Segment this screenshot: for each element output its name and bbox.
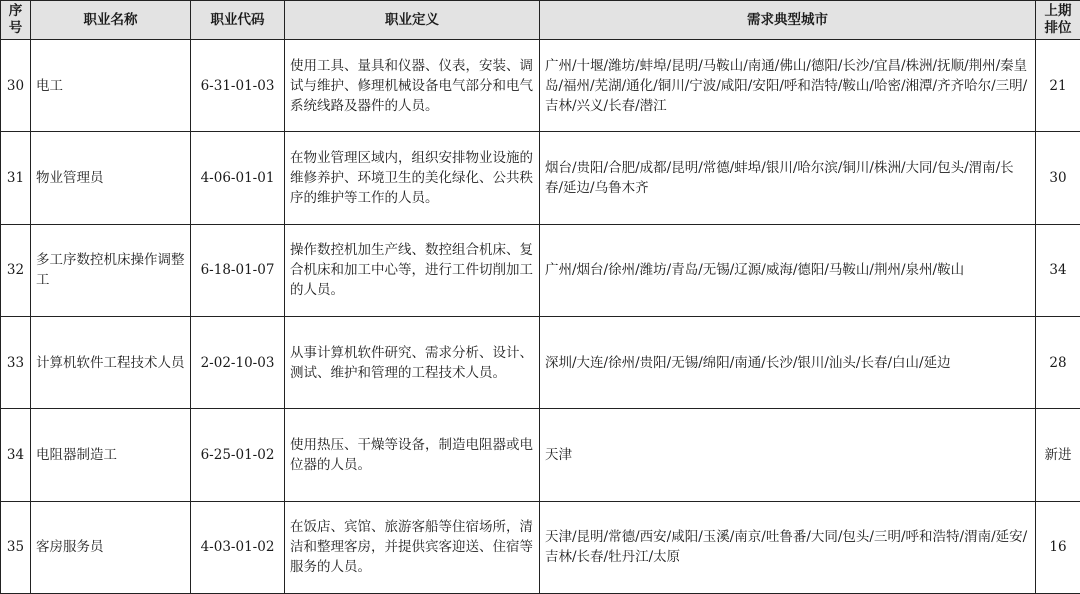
cell-seq: 30	[1, 40, 31, 132]
header-last-rank-text: 上期排位	[1044, 3, 1072, 36]
cell-seq: 32	[1, 224, 31, 316]
cell-definition: 在饭店、宾馆、旅游客船等住宿场所，清洁和整理客房，并提供宾客迎送、住宿等服务的人员。	[285, 501, 540, 593]
cell-occupation-name: 客房服务员	[31, 501, 191, 593]
cell-last-rank: 16	[1036, 501, 1080, 593]
cell-occupation-code: 2-02-10-03	[191, 316, 285, 408]
cell-last-rank: 21	[1036, 40, 1080, 132]
cell-definition: 操作数控机加生产线、数控组合机床、复合机床和加工中心等，进行工件切削加工的人员。	[285, 224, 540, 316]
cell-last-rank: 28	[1036, 316, 1080, 408]
cell-occupation-code: 6-31-01-03	[191, 40, 285, 132]
cell-definition: 在物业管理区域内，组织安排物业设施的维修养护、环境卫生的美化绿化、公共秩序的维护等工作的人员。	[285, 132, 540, 224]
header-definition: 职业定义	[285, 1, 540, 40]
table-row	[1, 501, 1080, 593]
cell-occupation-name: 物业管理员	[31, 132, 191, 224]
cell-occupation-code: 6-25-01-02	[191, 409, 285, 501]
table-row	[1, 224, 1080, 316]
cell-cities: 广州/十堰/潍坊/蚌埠/昆明/马鞍山/南通/佛山/德阳/长沙/宜昌/株洲/抚顺/荆州/秦皇岛/福州/芜湖/通化/铜川/宁波/咸阳/安阳/呼和浩特/鞍山/哈密/湘潭/齐齐哈尔/三明/吉林/兴义/长春/潜江	[540, 40, 1036, 132]
cell-occupation-code: 4-06-01-01	[191, 132, 285, 224]
table-row	[1, 316, 1080, 408]
cell-definition: 从事计算机软件研究、需求分析、设计、测试、维护和管理的工程技术人员。	[285, 316, 540, 408]
header-last-rank	[1036, 1, 1080, 40]
cell-cities: 深圳/大连/徐州/贵阳/无锡/绵阳/南通/长沙/银川/汕头/长春/白山/延边	[540, 316, 1036, 408]
header-row	[1, 1, 1080, 40]
header-seq-text: 序号	[8, 3, 23, 36]
cell-cities: 天津/昆明/常德/西安/咸阳/玉溪/南京/吐鲁番/大同/包头/三明/呼和浩特/渭南/延安/吉林/长春/牡丹江/太原	[540, 501, 1036, 593]
table-row	[1, 132, 1080, 224]
cell-occupation-name: 计算机软件工程技术人员	[31, 316, 191, 408]
cell-seq: 31	[1, 132, 31, 224]
cell-last-rank: 30	[1036, 132, 1080, 224]
table-row	[1, 40, 1080, 132]
cell-occupation-code: 6-18-01-07	[191, 224, 285, 316]
cell-seq: 33	[1, 316, 31, 408]
cell-cities: 广州/烟台/徐州/潍坊/青岛/无锡/辽源/威海/德阳/马鞍山/荆州/泉州/鞍山	[540, 224, 1036, 316]
cell-definition: 使用热压、干燥等设备，制造电阻器或电位器的人员。	[285, 409, 540, 501]
cell-occupation-name: 电工	[31, 40, 191, 132]
cell-occupation-name: 电阻器制造工	[31, 409, 191, 501]
header-code: 职业代码	[191, 1, 285, 40]
cell-definition: 使用工具、量具和仪器、仪表，安装、调试与维护、修理机械设备电气部分和电气系统线路及器件的人员。	[285, 40, 540, 132]
cell-cities: 天津	[540, 409, 1036, 501]
cell-occupation-name: 多工序数控机床操作调整工	[31, 224, 191, 316]
header-seq	[1, 1, 31, 40]
cell-seq: 34	[1, 409, 31, 501]
cell-seq: 35	[1, 501, 31, 593]
cell-last-rank: 34	[1036, 224, 1080, 316]
cell-occupation-code: 4-03-01-02	[191, 501, 285, 593]
cell-last-rank: 新进	[1036, 409, 1080, 501]
table-row	[1, 409, 1080, 501]
header-name: 职业名称	[31, 1, 191, 40]
cell-cities: 烟台/贵阳/合肥/成都/昆明/常德/蚌埠/银川/哈尔滨/铜川/株洲/大同/包头/渭南/长春/延边/乌鲁木齐	[540, 132, 1036, 224]
header-cities: 需求典型城市	[540, 1, 1036, 40]
